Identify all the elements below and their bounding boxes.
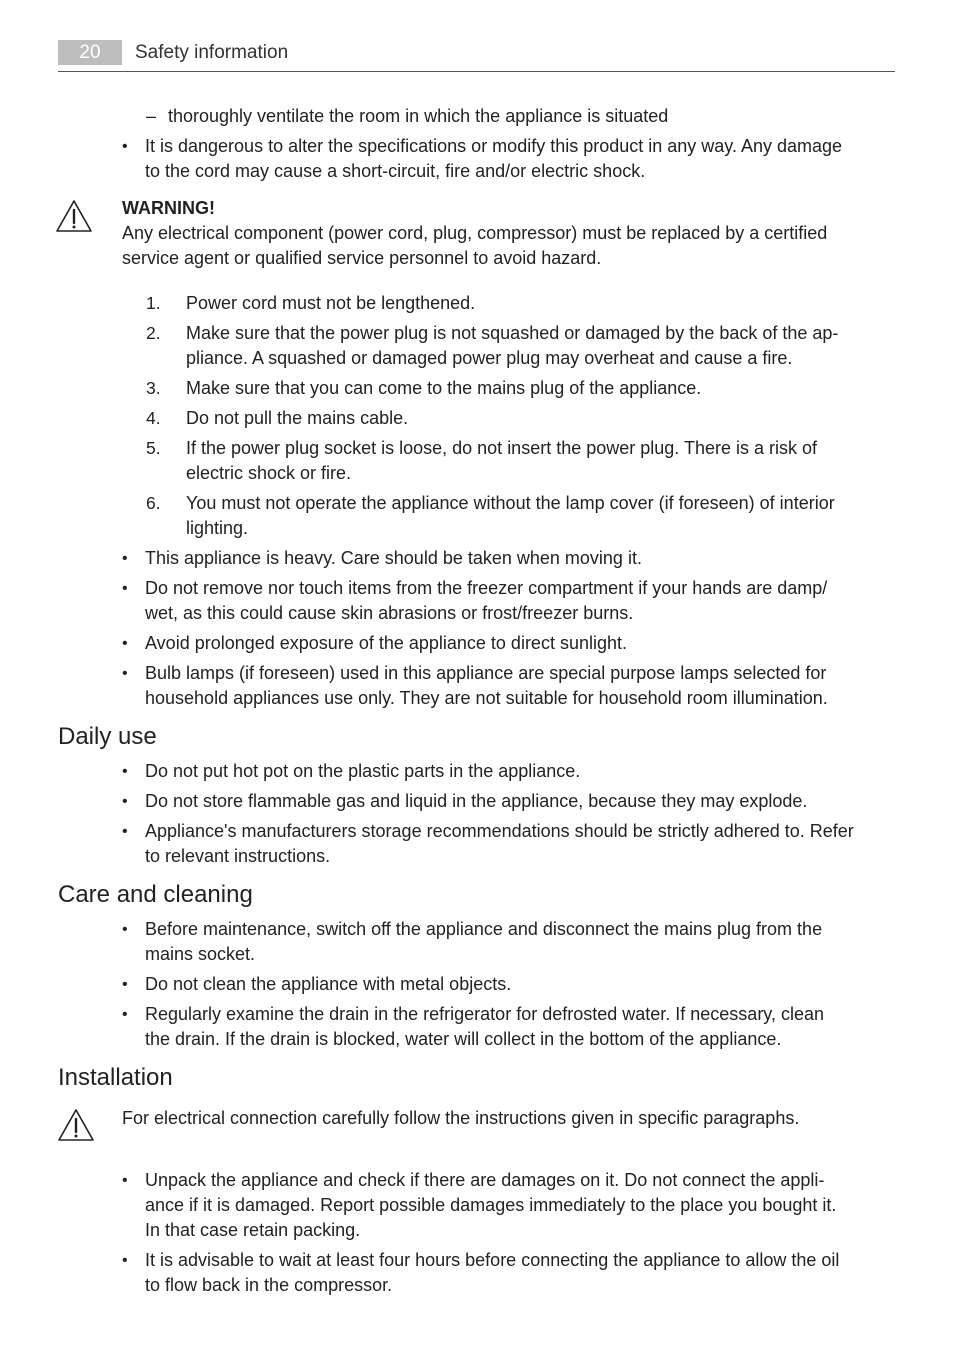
bullet-bulb-line-2: household appliances use only. They are not suitable for household room illumination. [145,688,828,708]
numbered-item-1: Power cord must not be lengthened. [186,293,476,313]
list-number: 4. [146,408,161,428]
bullet-bulb-line-1: Bulb lamps (if foreseen) used in this appliance are special purpose lamps selected for [145,663,827,683]
bullet-marker: • [122,763,128,780]
bullet-sunlight: Avoid prolonged exposure of the appliance to direct sunlight. [145,633,627,653]
install-bullet-1-line-2: ance if it is damaged. Report possible damages immediately to the place you bought it. [145,1195,837,1215]
bullet-marker: • [122,665,128,682]
numbered-item-3: Make sure that you can come to the mains plug of the appliance. [186,378,702,398]
page-header [58,40,895,72]
numbered-item-6-line-2: lighting. [186,518,249,538]
heading-daily-use: Daily use [58,723,157,750]
warning-line-2: service agent or qualified service personnel to avoid hazard. [122,248,602,268]
bullet-alter-line-1: It is dangerous to alter the specifications or modify this product in any way. Any damage [145,136,843,156]
warning-triangle-icon [55,199,93,233]
warning-title: WARNING! [122,198,215,218]
numbered-item-5-line-1: If the power plug socket is loose, do not insert the power plug. There is a risk of [186,438,818,458]
dash-item: thoroughly ventilate the room in which the appliance is situated [168,106,669,126]
daily-use-bullet-3-line-1: Appliance's manufacturers storage recommendations should be strictly adhered to. Refer [145,821,854,841]
bullet-marker: • [122,1006,128,1023]
numbered-item-2-line-2: pliance. A squashed or damaged power plug may overheat and cause a fire. [186,348,793,368]
numbered-item-2-line-1: Make sure that the power plug is not squashed or damaged by the back of the ap- [186,323,839,343]
bullet-marker: • [122,793,128,810]
heading-care-cleaning: Care and cleaning [58,881,253,908]
warning-triangle-icon [57,1108,95,1142]
daily-use-bullet-1: Do not put hot pot on the plastic parts in the appliance. [145,761,581,781]
care-bullet-1-line-2: mains socket. [145,944,256,964]
list-number: 6. [146,493,161,513]
bullet-marker: • [122,1172,128,1189]
bullet-freezer-line-1: Do not remove nor touch items from the freezer compartment if your hands are damp/ [145,578,828,598]
warning-line-1: Any electrical component (power cord, plug, compressor) must be replaced by a certified [122,223,828,243]
bullet-marker: • [122,138,128,155]
daily-use-bullet-3-line-2: to relevant instructions. [145,846,331,866]
install-bullet-2-line-2: to flow back in the compressor. [145,1275,393,1295]
bullet-marker: • [122,635,128,652]
bullet-heavy: This appliance is heavy. Care should be taken when moving it. [145,548,642,568]
bullet-marker: • [122,921,128,938]
care-bullet-3-line-1: Regularly examine the drain in the refrigerator for defrosted water. If necessary, clean [145,1004,825,1024]
bullet-freezer-line-2: wet, as this could cause skin abrasions or frost/freezer burns. [145,603,634,623]
install-bullet-2-line-1: It is advisable to wait at least four hours before connecting the appliance to allow the oil [145,1250,840,1270]
numbered-item-5-line-2: electric shock or fire. [186,463,352,483]
bullet-marker: • [122,823,128,840]
daily-use-bullet-2: Do not store flammable gas and liquid in the appliance, because they may explode. [145,791,808,811]
list-number: 3. [146,378,161,398]
care-bullet-3-line-2: the drain. If the drain is blocked, water will collect in the bottom of the appliance. [145,1029,782,1049]
list-number: 1. [146,293,161,313]
dash-marker: – [146,106,157,126]
numbered-item-6-line-1: You must not operate the appliance without the lamp cover (if foreseen) of interior [186,493,835,513]
numbered-item-4: Do not pull the mains cable. [186,408,409,428]
bullet-marker: • [122,580,128,597]
heading-installation: Installation [58,1064,173,1091]
bullet-alter-line-2: to the cord may cause a short-circuit, fire and/or electric shock. [145,161,646,181]
install-bullet-1-line-1: Unpack the appliance and check if there are damages on it. Do not connect the appli- [145,1170,825,1190]
list-number: 5. [146,438,161,458]
care-bullet-1-line-1: Before maintenance, switch off the appliance and disconnect the mains plug from the [145,919,823,939]
care-bullet-2: Do not clean the appliance with metal objects. [145,974,512,994]
bullet-marker: • [122,550,128,567]
installation-caution: For electrical connection carefully follow the instructions given in specific paragraphs. [122,1108,800,1128]
install-bullet-1-line-3: In that case retain packing. [145,1220,361,1240]
page-number: 20 [58,40,122,65]
list-number: 2. [146,323,161,343]
bullet-marker: • [122,976,128,993]
section-title: Safety information [135,42,289,63]
bullet-marker: • [122,1252,128,1269]
